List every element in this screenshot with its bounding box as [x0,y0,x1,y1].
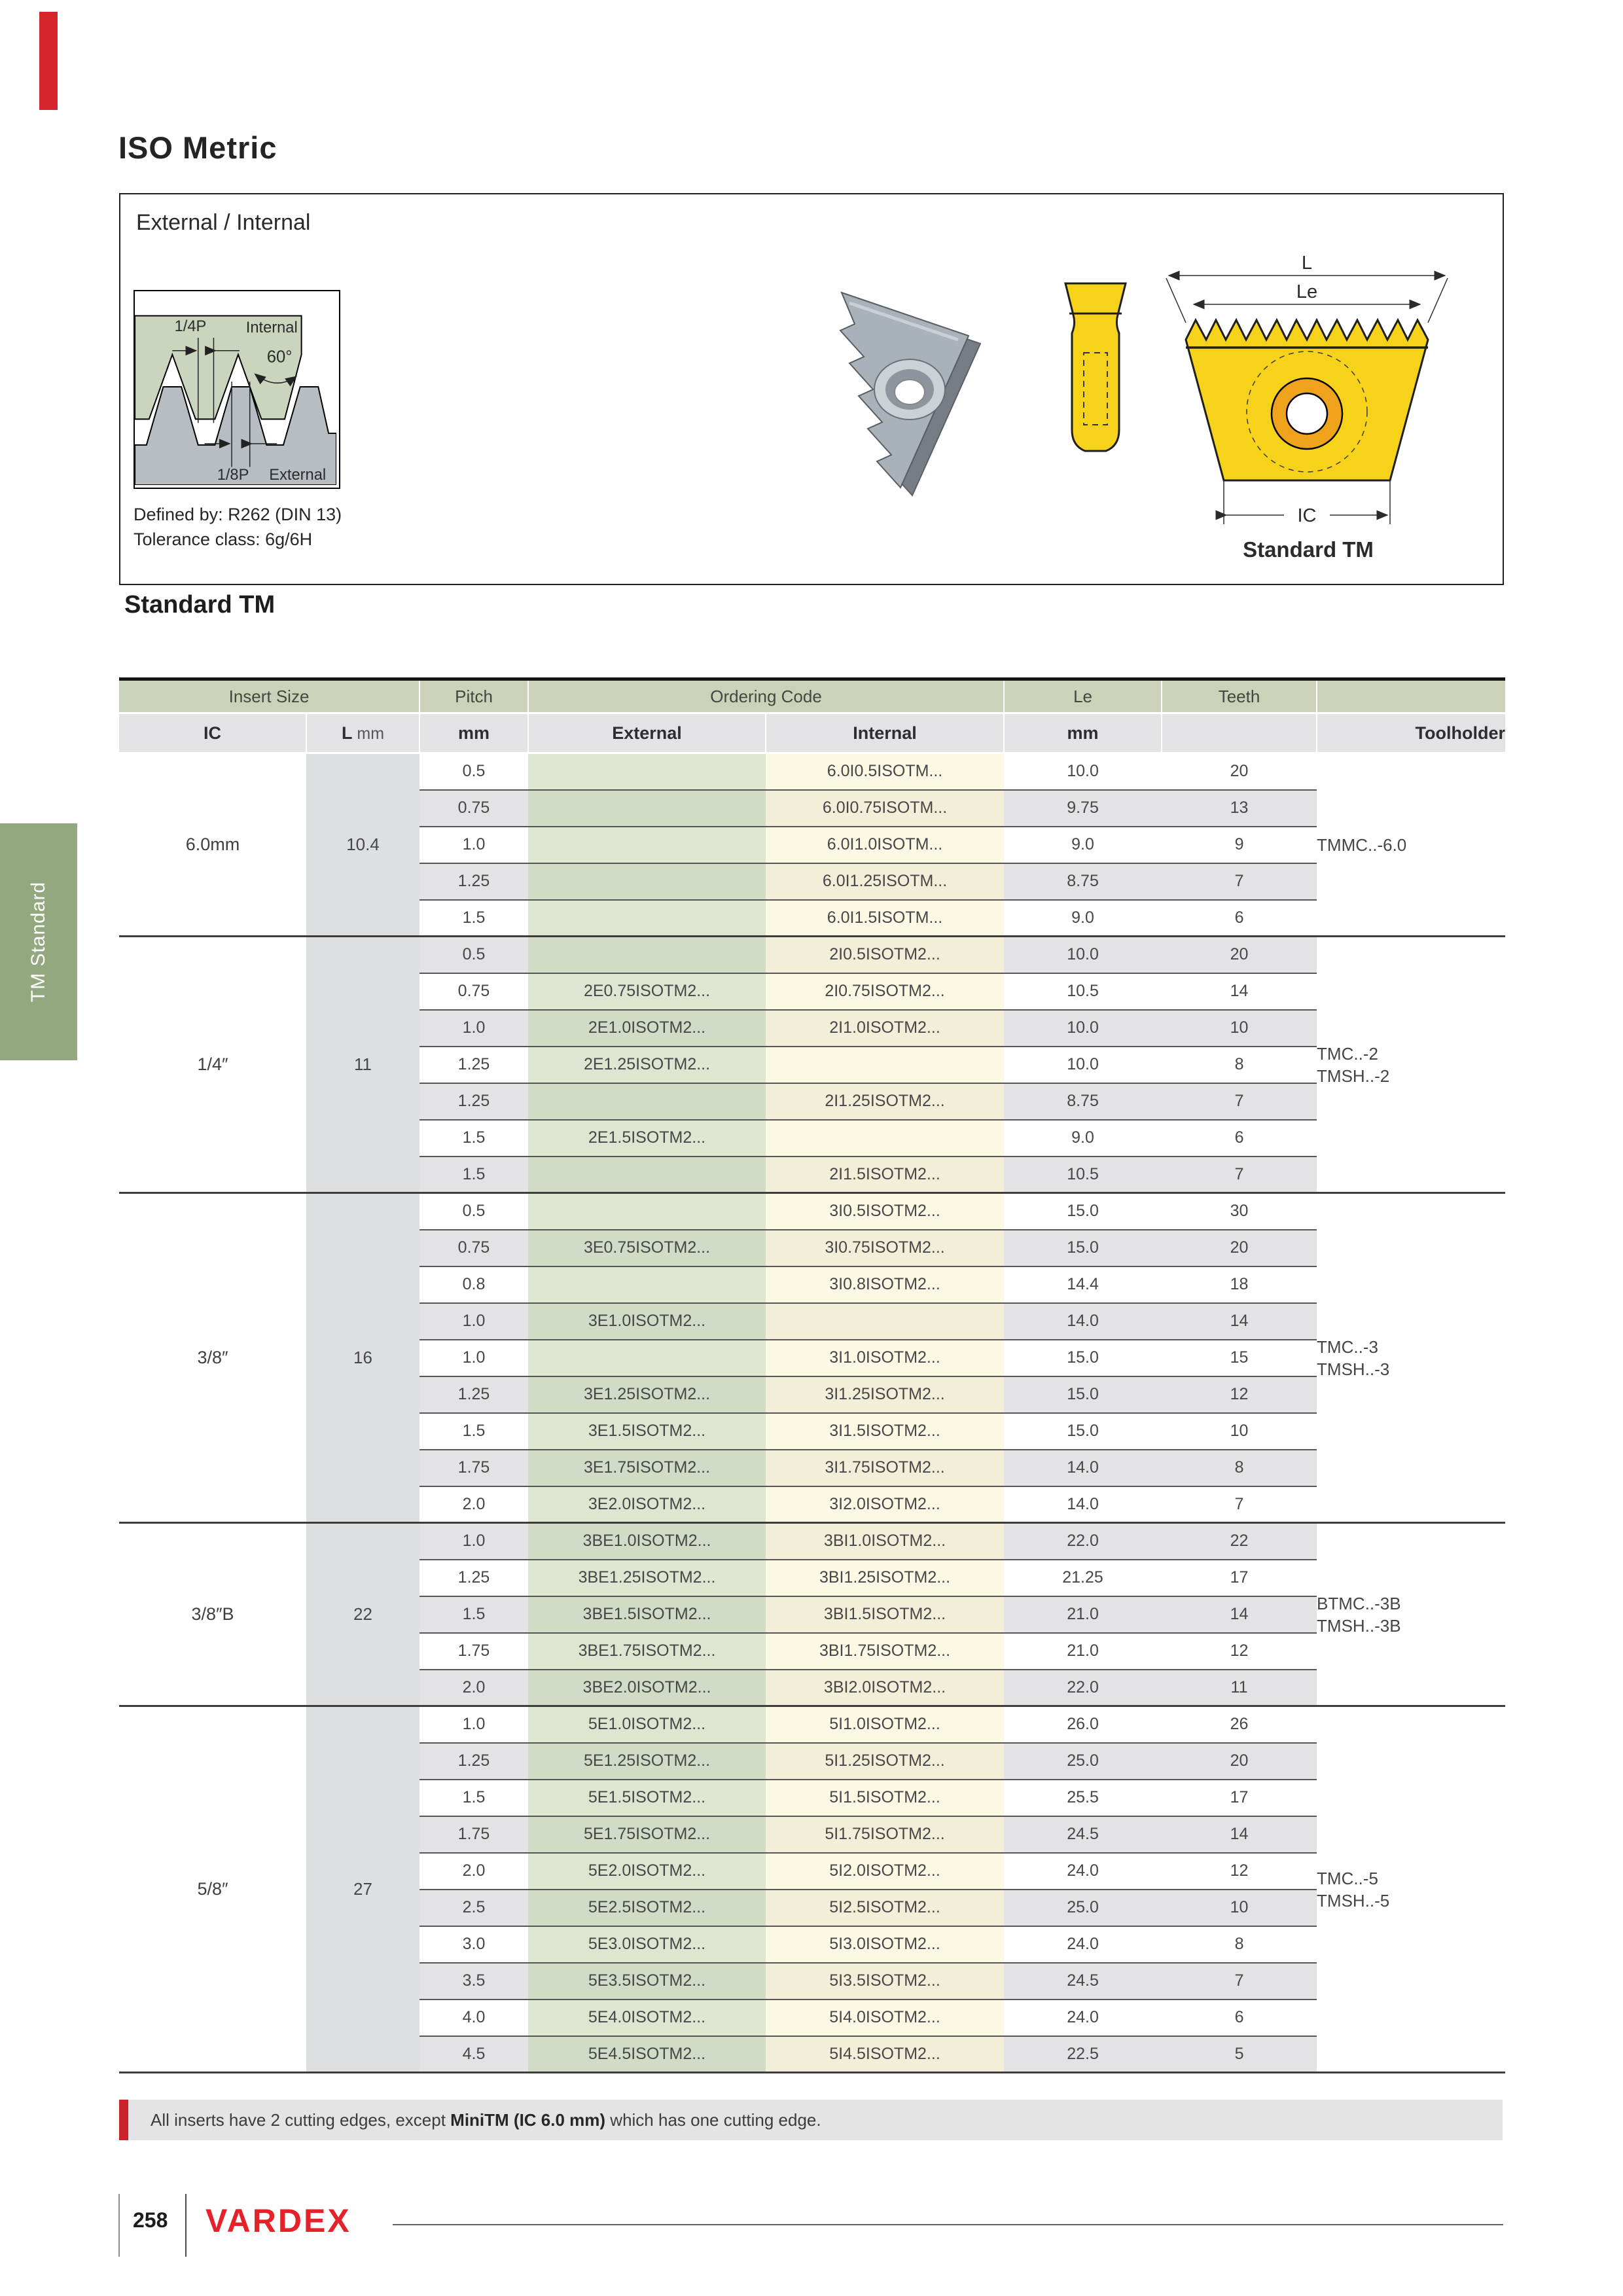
external-code-cell: 3E0.75ISOTM2... [528,1230,766,1266]
note-red-accent [119,2100,128,2140]
teeth-cell: 17 [1162,1780,1317,1816]
toolholder-label: TMC..-3 [1317,1336,1378,1357]
internal-code-cell: 5I1.5ISOTM2... [766,1780,1004,1816]
le-cell: 15.0 [1004,1413,1162,1450]
insert-front-view [1166,255,1448,526]
le-cell: 14.0 [1004,1303,1162,1340]
note-text-bold: MiniTM (IC 6.0 mm) [450,2109,606,2130]
teeth-cell: 6 [1162,900,1317,937]
teeth-cell: 12 [1162,1853,1317,1890]
label-external: External [269,467,327,484]
box-heading: External / Internal [136,210,311,235]
le-cell: 10.5 [1004,1157,1162,1193]
pitch-cell: 0.5 [419,753,528,790]
external-code-cell: 3BE1.25ISOTM2... [528,1560,766,1596]
pitch-cell: 0.8 [419,1266,528,1303]
internal-code-cell: 3BI1.5ISOTM2... [766,1596,1004,1633]
le-cell: 15.0 [1004,1230,1162,1266]
internal-code-cell: 5I2.0ISOTM2... [766,1853,1004,1890]
external-code-cell [528,790,766,827]
internal-code-cell: 3I1.75ISOTM2... [766,1450,1004,1486]
internal-code-cell: 5I1.75ISOTM2... [766,1816,1004,1853]
external-code-cell [528,1266,766,1303]
le-cell: 10.0 [1004,937,1162,973]
external-code-cell: 3E2.0ISOTM2... [528,1486,766,1523]
l-cell: 22 [306,1523,419,1706]
toolholder-cell [1317,1523,1505,1706]
internal-code-cell: 5I1.0ISOTM2... [766,1706,1004,1743]
teeth-cell: 20 [1162,1743,1317,1780]
pitch-cell: 1.75 [419,1450,528,1486]
teeth-cell: 6 [1162,2000,1317,2036]
table-row [119,1523,1505,1560]
teeth-cell: 13 [1162,790,1317,827]
le-cell: 21.0 [1004,1596,1162,1633]
pitch-cell: 2.0 [419,1853,528,1890]
note-text-pre: All inserts have 2 cutting edges, except [151,2109,451,2130]
external-code-cell: 3BE1.75ISOTM2... [528,1633,766,1670]
defined-by-line: Defined by: R262 (DIN 13) [134,505,342,524]
internal-code-cell: 2I1.0ISOTM2... [766,1010,1004,1047]
tolerance-line: Tolerance class: 6g/6H [134,529,313,549]
internal-code-cell: 6.0I1.0ISOTM... [766,827,1004,863]
internal-code-cell: 5I3.0ISOTM2... [766,1926,1004,1963]
internal-code-cell: 5I1.25ISOTM2... [766,1743,1004,1780]
teeth-cell: 20 [1162,1230,1317,1266]
pitch-cell: 1.0 [419,1303,528,1340]
external-code-cell [528,1083,766,1120]
pitch-cell: 1.0 [419,1523,528,1560]
teeth-cell: 14 [1162,973,1317,1010]
teeth-cell: 7 [1162,1083,1317,1120]
note-text-post: which has one cutting edge. [605,2109,821,2130]
le-cell: 24.5 [1004,1963,1162,2000]
external-code-cell: 3E1.0ISOTM2... [528,1303,766,1340]
table-row [119,1706,1505,1743]
table-row [119,937,1505,973]
l-cell: 10.4 [306,753,419,937]
internal-code-cell: 2I0.5ISOTM2... [766,937,1004,973]
toolholder-label: BTMC..-3B [1317,1593,1401,1613]
pitch-cell: 0.75 [419,1230,528,1266]
insert-side-view [1065,283,1126,451]
internal-code-cell: 5I3.5ISOTM2... [766,1963,1004,2000]
le-cell: 14.0 [1004,1450,1162,1486]
le-cell: 15.0 [1004,1193,1162,1230]
teeth-cell: 20 [1162,753,1317,790]
pitch-cell: 2.0 [419,1486,528,1523]
ic-cell: 6.0mm [119,753,306,937]
page-number: 258 [133,2208,168,2232]
le-cell: 10.0 [1004,1047,1162,1083]
toolholder-label: TMC..-5 [1317,1868,1378,1888]
external-code-cell [528,900,766,937]
external-code-cell: 5E2.5ISOTM2... [528,1890,766,1926]
dim-label-L: L [1301,255,1313,274]
external-code-cell: 3E1.5ISOTM2... [528,1413,766,1450]
external-code-cell: 3BE1.5ISOTM2... [528,1596,766,1633]
external-code-cell: 5E4.0ISOTM2... [528,2000,766,2036]
table-header [119,679,1505,753]
toolholder-cell [1317,1193,1505,1523]
pitch-cell: 1.25 [419,1047,528,1083]
teeth-cell: 8 [1162,1450,1317,1486]
subheader-le-unit: mm [1004,713,1162,753]
footer-divider [185,2194,187,2257]
external-code-cell: 5E1.75ISOTM2... [528,1816,766,1853]
le-cell: 26.0 [1004,1706,1162,1743]
external-code-cell [528,863,766,900]
le-cell: 25.0 [1004,1743,1162,1780]
le-cell: 22.0 [1004,1523,1162,1560]
insert-3d-image [840,293,980,495]
internal-code-cell [766,1303,1004,1340]
subheader-external: External [528,713,766,753]
teeth-cell: 7 [1162,1963,1317,2000]
internal-code-cell: 3I0.75ISOTM2... [766,1230,1004,1266]
internal-code-cell: 6.0I1.5ISOTM... [766,900,1004,937]
footer-left-rule [118,2194,120,2257]
subheader-teeth [1162,713,1317,753]
pitch-cell: 1.75 [419,1816,528,1853]
external-code-cell [528,1193,766,1230]
label-quarter-p: 1/4P [174,318,207,336]
insert-size-group [119,1706,1505,2073]
toolholder-label: TMC..-2 [1317,1043,1378,1064]
le-cell: 24.0 [1004,1853,1162,1890]
teeth-cell: 11 [1162,1670,1317,1706]
teeth-cell: 17 [1162,1560,1317,1596]
internal-code-cell: 3BI1.75ISOTM2... [766,1633,1004,1670]
internal-code-cell: 3I0.8ISOTM2... [766,1266,1004,1303]
le-cell: 8.75 [1004,1083,1162,1120]
header-ordering-code: Ordering Code [528,679,1004,713]
teeth-cell: 7 [1162,1486,1317,1523]
le-cell: 14.0 [1004,1486,1162,1523]
ic-cell: 1/4″ [119,937,306,1193]
pitch-cell: 0.75 [419,790,528,827]
external-code-cell: 5E1.0ISOTM2... [528,1706,766,1743]
teeth-cell: 8 [1162,1926,1317,1963]
subheader-toolholder: Toolholder [1317,713,1505,753]
teeth-cell: 14 [1162,1303,1317,1340]
pitch-cell: 2.5 [419,1890,528,1926]
external-code-cell: 3BE1.0ISOTM2... [528,1523,766,1560]
le-cell: 15.0 [1004,1340,1162,1376]
teeth-cell: 10 [1162,1413,1317,1450]
internal-code-cell: 3BI2.0ISOTM2... [766,1670,1004,1706]
pitch-cell: 1.0 [419,827,528,863]
footer-horizontal-rule [393,2224,1503,2225]
external-code-cell [528,753,766,790]
le-cell: 22.0 [1004,1670,1162,1706]
header-spacer [1317,679,1505,713]
internal-code-cell: 3I2.0ISOTM2... [766,1486,1004,1523]
subheader-internal: Internal [766,713,1004,753]
le-cell: 24.5 [1004,1816,1162,1853]
teeth-cell: 20 [1162,937,1317,973]
label-internal: Internal [245,319,298,337]
internal-code-cell [766,1047,1004,1083]
page-title: ISO Metric [118,130,277,165]
insert-size-group [119,1193,1505,1523]
le-cell: 10.0 [1004,1010,1162,1047]
l-cell: 16 [306,1193,419,1523]
internal-code-cell: 3I0.5ISOTM2... [766,1193,1004,1230]
toolholder-label: TMSH..-2 [1317,1066,1390,1086]
table-row [119,1193,1505,1230]
external-code-cell: 3E1.25ISOTM2... [528,1376,766,1413]
le-cell: 9.0 [1004,1120,1162,1157]
insert-size-group [119,1523,1505,1706]
teeth-cell: 10 [1162,1010,1317,1047]
insert-size-group [119,753,1505,937]
internal-code-cell: 3BI1.25ISOTM2... [766,1560,1004,1596]
teeth-cell: 9 [1162,827,1317,863]
toolholder-label: TMSH..-3 [1317,1359,1390,1379]
pitch-cell: 3.0 [419,1926,528,1963]
le-cell: 14.4 [1004,1266,1162,1303]
pitch-cell: 1.0 [419,1340,528,1376]
header-insert-size: Insert Size [119,679,419,713]
dim-label-IC: IC [1297,505,1317,526]
teeth-cell: 10 [1162,1890,1317,1926]
subheader-pitch-unit: mm [419,713,528,753]
ic-cell: 3/8″ [119,1193,306,1523]
le-cell: 25.5 [1004,1780,1162,1816]
internal-code-cell [766,1120,1004,1157]
external-code-cell: 5E2.0ISOTM2... [528,1853,766,1890]
external-code-cell [528,1340,766,1376]
pitch-cell: 4.5 [419,2036,528,2073]
ic-cell: 3/8″B [119,1523,306,1706]
header-le: Le [1004,679,1162,713]
le-cell: 25.0 [1004,1890,1162,1926]
teeth-cell: 14 [1162,1596,1317,1633]
internal-code-cell: 3I1.5ISOTM2... [766,1413,1004,1450]
teeth-cell: 14 [1162,1816,1317,1853]
internal-code-cell: 6.0I0.75ISOTM... [766,790,1004,827]
teeth-cell: 26 [1162,1706,1317,1743]
l-cell: 27 [306,1706,419,2073]
le-cell: 9.0 [1004,827,1162,863]
pitch-cell: 1.5 [419,900,528,937]
ic-cell: 5/8″ [119,1706,306,2073]
dim-label-Le: Le [1296,281,1318,302]
external-code-cell: 2E1.25ISOTM2... [528,1047,766,1083]
pitch-cell: 0.5 [419,1193,528,1230]
subheader-l: L mm [306,713,419,753]
le-cell: 8.75 [1004,863,1162,900]
internal-code-cell: 5I4.5ISOTM2... [766,2036,1004,2073]
le-cell: 21.0 [1004,1633,1162,1670]
le-cell: 9.75 [1004,790,1162,827]
pitch-cell: 2.0 [419,1670,528,1706]
pitch-cell: 1.0 [419,1706,528,1743]
pitch-cell: 1.75 [419,1633,528,1670]
external-code-cell: 5E4.5ISOTM2... [528,2036,766,2073]
teeth-cell: 15 [1162,1340,1317,1376]
internal-code-cell: 3I1.0ISOTM2... [766,1340,1004,1376]
section-heading: Standard TM [124,591,276,619]
internal-code-cell: 3I1.25ISOTM2... [766,1376,1004,1413]
header-teeth: Teeth [1162,679,1317,713]
sidebar-tab-label: TM Standard [27,881,50,1003]
external-code-cell: 3E1.75ISOTM2... [528,1450,766,1486]
pitch-cell: 1.25 [419,1743,528,1780]
toolholder-label: TMSH..-3B [1317,1615,1401,1636]
l-cell: 11 [306,937,419,1193]
corner-red-mark [39,12,58,110]
teeth-cell: 6 [1162,1120,1317,1157]
definition-block [134,502,342,552]
insert-illustrations [734,255,1508,569]
le-cell: 10.0 [1004,753,1162,790]
brand-logo: VARDEX [205,2202,351,2239]
internal-code-cell: 2I1.25ISOTM2... [766,1083,1004,1120]
le-cell: 24.0 [1004,2000,1162,2036]
label-eighth-p: 1/8P [217,467,249,484]
external-code-cell: 2E1.5ISOTM2... [528,1120,766,1157]
pitch-cell: 1.5 [419,1413,528,1450]
le-cell: 21.25 [1004,1560,1162,1596]
pitch-cell: 1.5 [419,1120,528,1157]
internal-code-cell: 6.0I1.25ISOTM... [766,863,1004,900]
external-code-cell [528,1157,766,1193]
thread-profile-diagram [134,290,340,489]
external-code-cell: 5E1.5ISOTM2... [528,1780,766,1816]
external-code-cell: 2E1.0ISOTM2... [528,1010,766,1047]
pitch-cell: 3.5 [419,1963,528,2000]
table-row [119,753,1505,790]
pitch-cell: 1.25 [419,1376,528,1413]
pitch-cell: 1.25 [419,863,528,900]
external-internal-box [119,193,1504,585]
external-code-cell [528,827,766,863]
le-cell: 9.0 [1004,900,1162,937]
standard-tm-table [119,677,1505,2073]
le-cell: 10.5 [1004,973,1162,1010]
external-code-cell: 3BE2.0ISOTM2... [528,1670,766,1706]
pitch-cell: 1.5 [419,1780,528,1816]
external-code-cell: 5E1.25ISOTM2... [528,1743,766,1780]
teeth-cell: 7 [1162,1157,1317,1193]
thread-profile-svg [135,291,336,485]
le-cell: 24.0 [1004,1926,1162,1963]
toolholder-cell [1317,753,1505,937]
note-bar [128,2100,1503,2140]
pitch-cell: 0.75 [419,973,528,1010]
toolholder-cell [1317,1706,1505,2073]
teeth-cell: 22 [1162,1523,1317,1560]
insert-size-group [119,937,1505,1193]
teeth-cell: 5 [1162,2036,1317,2073]
standard-tm-caption: Standard TM [1243,537,1374,562]
teeth-cell: 8 [1162,1047,1317,1083]
external-code-cell: 2E0.75ISOTM2... [528,973,766,1010]
pitch-cell: 1.25 [419,1083,528,1120]
pitch-cell: 1.5 [419,1157,528,1193]
internal-code-cell: 2I1.5ISOTM2... [766,1157,1004,1193]
pitch-cell: 1.0 [419,1010,528,1047]
internal-code-cell: 3BI1.0ISOTM2... [766,1523,1004,1560]
internal-code-cell: 5I4.0ISOTM2... [766,2000,1004,2036]
pitch-cell: 0.5 [419,937,528,973]
pitch-cell: 1.25 [419,1560,528,1596]
toolholder-label: TMSH..-5 [1317,1890,1390,1910]
teeth-cell: 12 [1162,1633,1317,1670]
teeth-cell: 18 [1162,1266,1317,1303]
internal-code-cell: 6.0I0.5ISOTM... [766,753,1004,790]
teeth-cell: 30 [1162,1193,1317,1230]
toolholder-label: TMMC..-6.0 [1317,834,1407,855]
pitch-cell: 4.0 [419,2000,528,2036]
label-angle: 60° [266,348,293,367]
external-code-cell: 5E3.0ISOTM2... [528,1926,766,1963]
teeth-cell: 12 [1162,1376,1317,1413]
external-code-cell: 5E3.5ISOTM2... [528,1963,766,2000]
le-cell: 15.0 [1004,1376,1162,1413]
header-pitch: Pitch [419,679,528,713]
external-code-cell [528,937,766,973]
subheader-ic: IC [119,713,306,753]
teeth-cell: 7 [1162,863,1317,900]
internal-code-cell: 2I0.75ISOTM2... [766,973,1004,1010]
pitch-cell: 1.5 [419,1596,528,1633]
internal-code-cell: 5I2.5ISOTM2... [766,1890,1004,1926]
le-cell: 22.5 [1004,2036,1162,2073]
toolholder-cell [1317,937,1505,1193]
sidebar-tab-tm-standard [0,823,77,1060]
